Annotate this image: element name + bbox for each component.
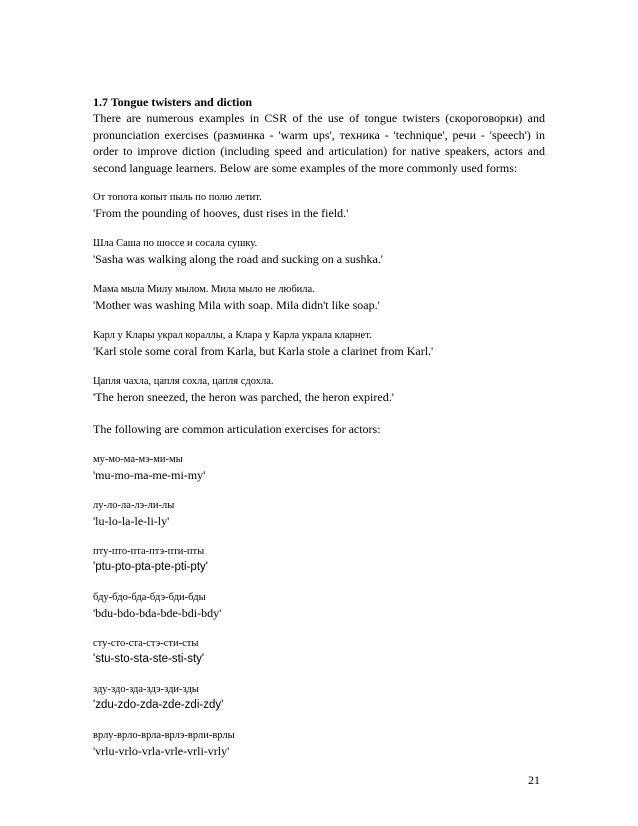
russian-syllables: лу-ло-ла-лэ-ли-лы bbox=[93, 500, 175, 511]
russian-text: Цапля чахла, цапля сохла, цапля сдохла. bbox=[93, 376, 274, 387]
russian-text: От топота копыт пыль по полю летит. bbox=[93, 192, 262, 203]
articulation-exercise bbox=[93, 545, 545, 575]
english-translation: 'Mother was washing Mila with soap. Mila didn't like soap.' bbox=[93, 298, 380, 312]
tongue-twister bbox=[93, 237, 545, 267]
english-translation: 'Sasha was walking along the road and sucking on a sushka.' bbox=[93, 252, 383, 266]
russian-syllables: му-мо-ма-мэ-ми-мы bbox=[93, 454, 183, 465]
transliteration: 'mu-mo-ma-me-mi-my' bbox=[93, 468, 206, 482]
tongue-twister bbox=[93, 329, 545, 359]
russian-syllables: пту-пто-пта-птэ-пти-пты bbox=[93, 546, 205, 557]
russian-text: Мама мыла Милу мылом. Мила мыло не любила. bbox=[93, 284, 315, 295]
page-number: 21 bbox=[528, 773, 540, 787]
tongue-twister-list bbox=[93, 191, 545, 405]
intro-paragraph bbox=[93, 110, 545, 176]
russian-text: Карл у Клары украл кораллы, а Клара у Карла украла кларнет. bbox=[93, 330, 372, 341]
articulation-exercise bbox=[93, 499, 545, 529]
section-heading: 1.7 Tongue twisters and diction bbox=[93, 95, 253, 109]
transliteration: 'zdu-zdo-zda-zde-zdi-zdy' bbox=[93, 699, 224, 711]
english-translation: 'Karl stole some coral from Karla, but Karla stole a clarinet from Karl.' bbox=[93, 344, 434, 358]
tongue-twister bbox=[93, 375, 545, 405]
tongue-twister bbox=[93, 191, 545, 221]
english-translation: 'From the pounding of hooves, dust rises in the field.' bbox=[93, 206, 349, 220]
intro-line: There are numerous examples in CSR of the use of tongue twisters (скороговорки) and bbox=[93, 111, 545, 125]
articulation-exercise bbox=[93, 453, 545, 483]
transliteration: 'ptu-pto-pta-pte-pti-pty' bbox=[93, 561, 208, 573]
articulation-exercise bbox=[93, 683, 545, 713]
russian-syllables: врлу-врло-врла-врлэ-врли-врлы bbox=[93, 730, 235, 741]
intro-line: second language learners. Below are some examples of the more commonly used forms: bbox=[93, 160, 518, 175]
transliteration: 'bdu-bdo-bda-bde-bdi-bdy' bbox=[93, 606, 222, 620]
articulation-exercise-list bbox=[93, 453, 545, 759]
transliteration: 'lu-lo-la-le-li-ly' bbox=[93, 514, 170, 528]
russian-syllables: зду-здо-зда-здэ-зди-зды bbox=[93, 684, 199, 695]
tongue-twister bbox=[93, 283, 545, 313]
intro-line: pronunciation exercises (разминка - 'warm ups', техника - 'technique', речи - 'speech') in bbox=[93, 127, 545, 142]
transliteration: 'vrlu-vrlo-vrla-vrle-vrli-vrly' bbox=[93, 744, 230, 758]
exercises-intro: The following are common articulation exercises for actors: bbox=[93, 422, 381, 436]
russian-syllables: бду-бдо-бда-бдэ-бди-бды bbox=[93, 592, 206, 603]
page-content bbox=[93, 95, 545, 759]
russian-syllables: сту-сто-ста-стэ-сти-сты bbox=[93, 638, 199, 649]
transliteration: 'stu-sto-sta-ste-sti-sty' bbox=[93, 653, 205, 665]
articulation-exercise bbox=[93, 591, 545, 621]
intro-line: order to improve diction (including speed and articulation) for native speakers, actors and bbox=[93, 144, 545, 158]
english-translation: 'The heron sneezed, the heron was parched, the heron expired.' bbox=[93, 390, 394, 404]
articulation-exercise bbox=[93, 729, 545, 759]
russian-text: Шла Саша по шоссе и сосала сушку. bbox=[93, 238, 258, 249]
articulation-exercise bbox=[93, 637, 545, 667]
